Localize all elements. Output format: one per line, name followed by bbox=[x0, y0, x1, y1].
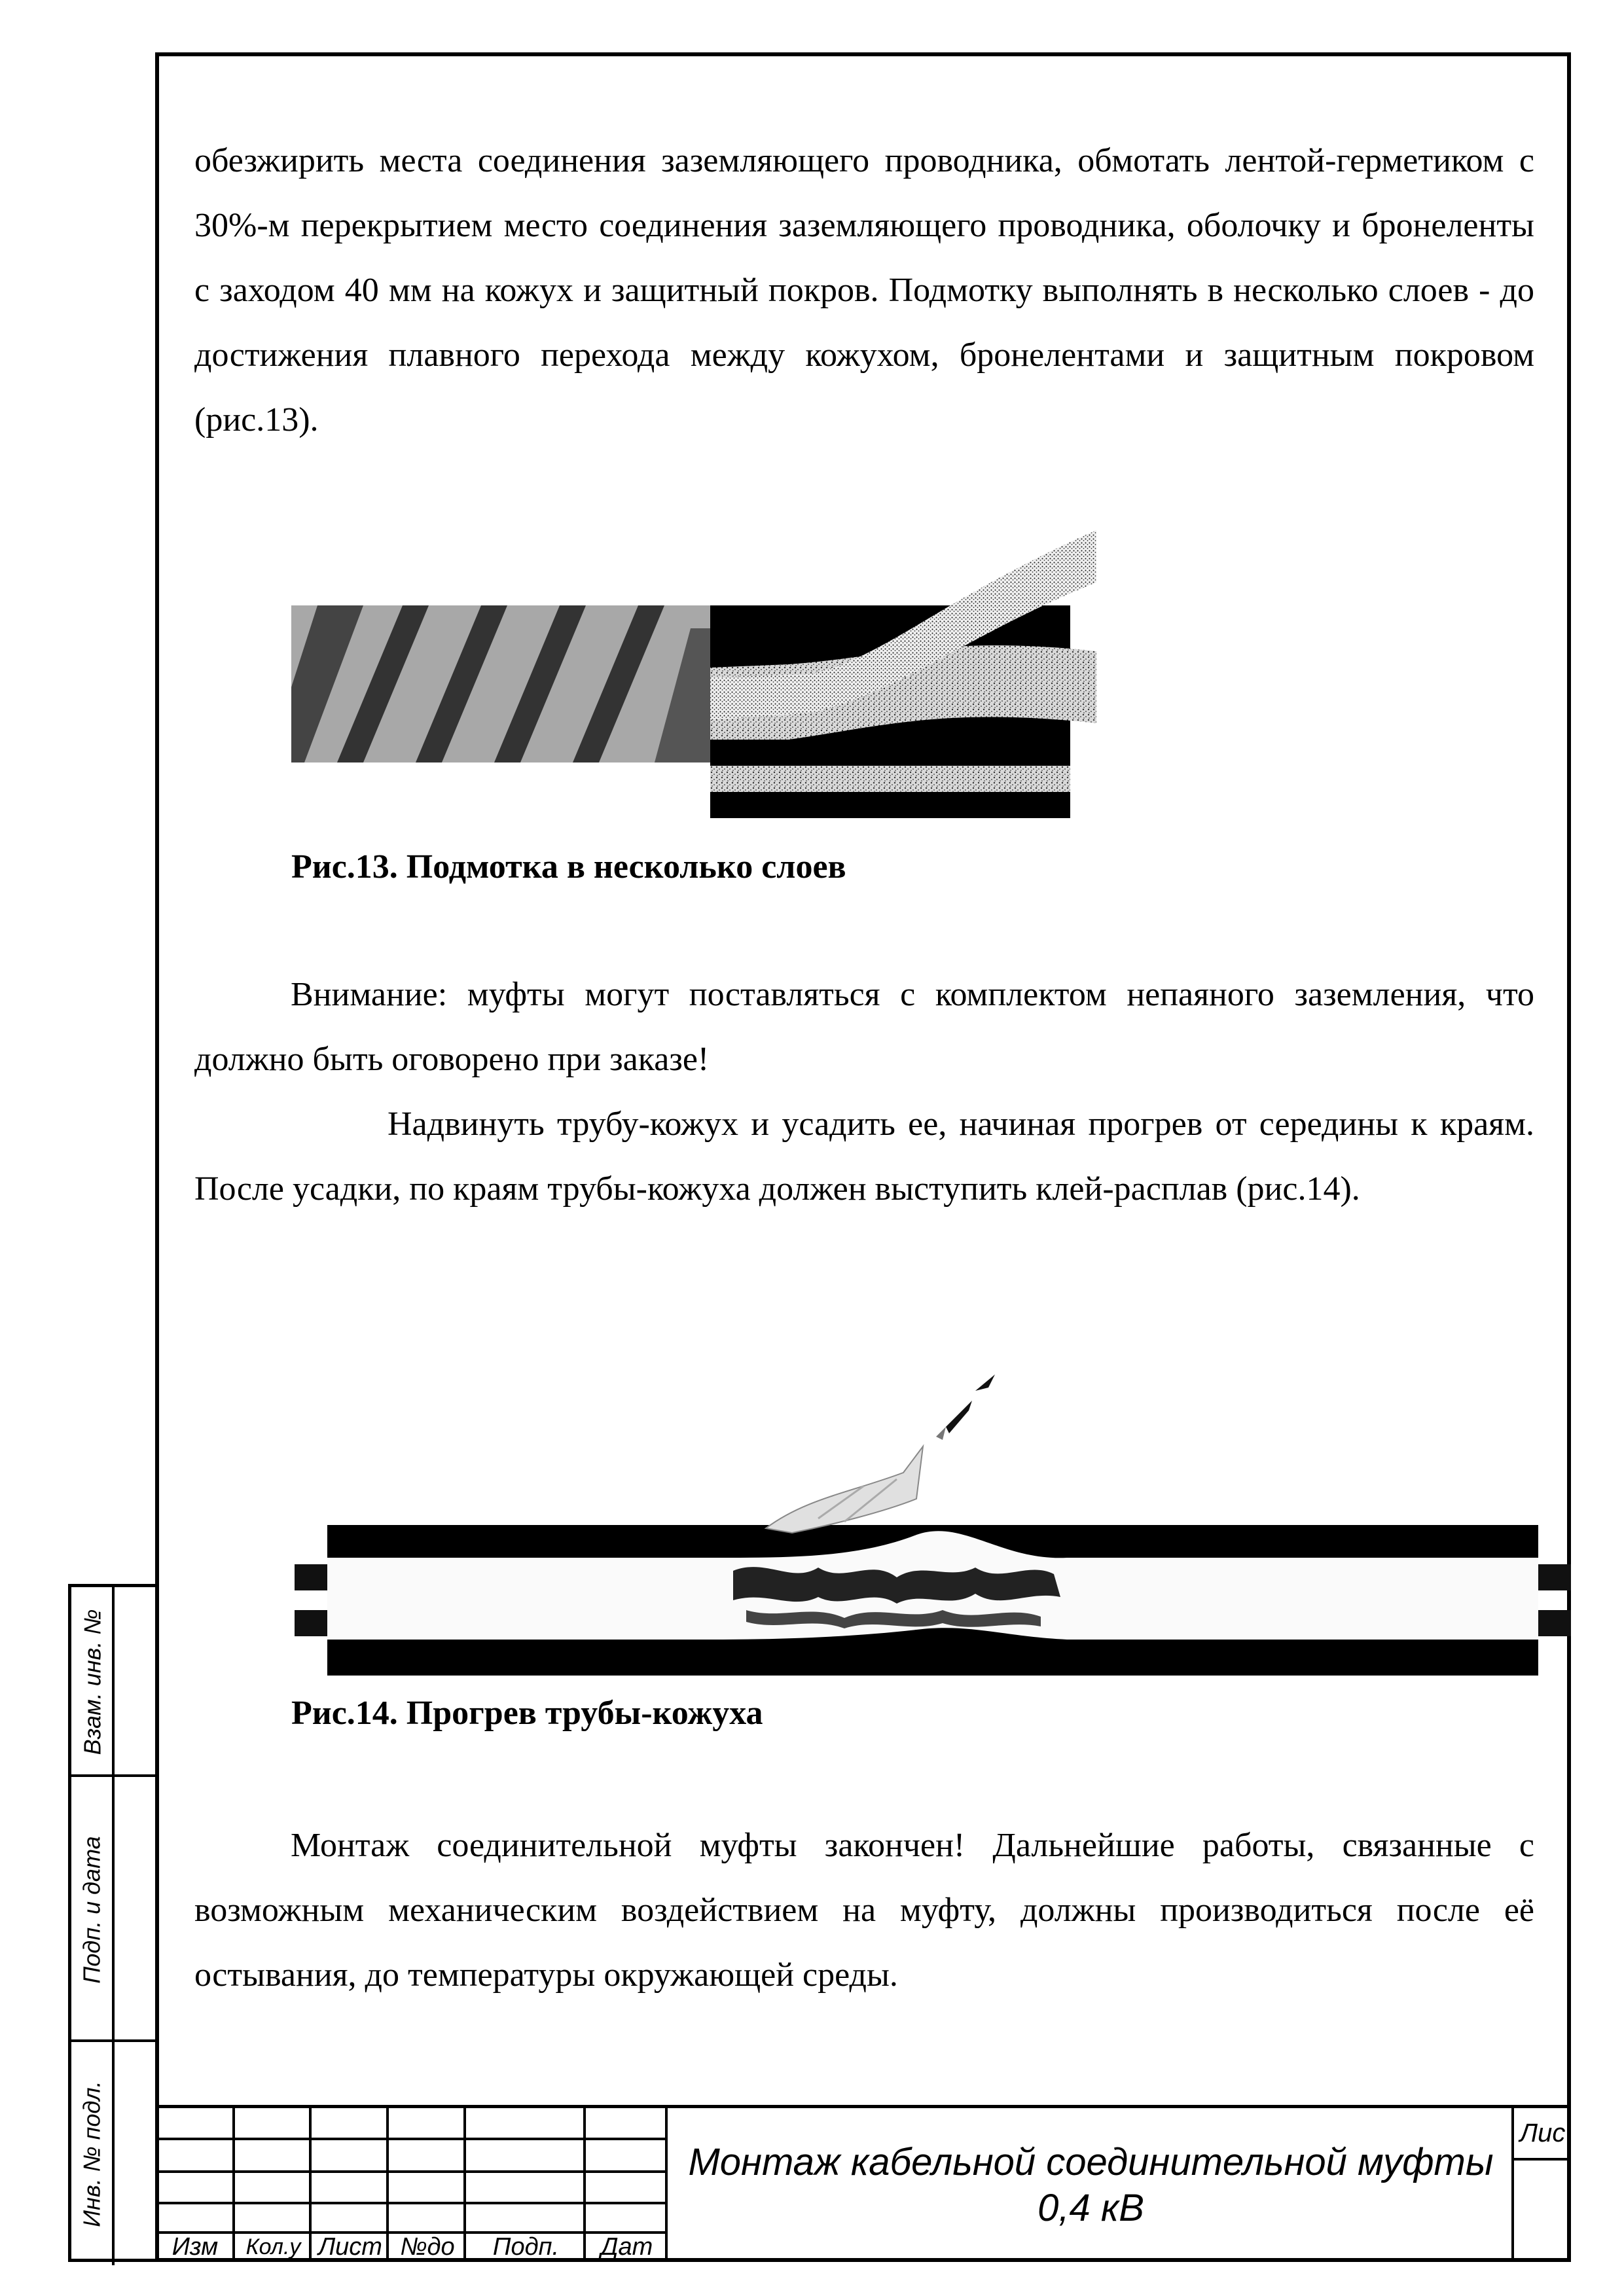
figure-13-caption: Рис.13. Подмотка в несколько слоев bbox=[291, 848, 846, 886]
document-title bbox=[670, 2108, 1514, 2262]
column-sheet: Лист bbox=[318, 2233, 382, 2261]
paragraph-2: Внимание: муфты могут поставляться с комплектом непаяного заземления, что должно быть оговорено при заказе! bbox=[194, 976, 1534, 1078]
column-change: Изм bbox=[171, 2233, 219, 2261]
column-date: Дат bbox=[600, 2233, 653, 2261]
document-title-line-1: Монтаж кабельной соединительной муфты bbox=[688, 2140, 1494, 2183]
paragraph-3: Надвинуть трубу-кожух и усадить ее, начиная прогрев от середины к краям. После усадки, по краям трубы-кожуха должен выступить клей-расплав (рис.14). bbox=[194, 1105, 1534, 1208]
document-title-line-2: 0,4 кВ bbox=[1038, 2186, 1144, 2229]
figure-14-heating-image bbox=[295, 1361, 1571, 1676]
title-block bbox=[155, 2105, 1571, 2262]
column-doc-number: №до bbox=[400, 2233, 455, 2261]
figure-14-caption: Рис.14. Прогрев трубы-кожуха bbox=[291, 1695, 763, 1732]
side-label-replaced-inv: Взам. инв. № bbox=[79, 1609, 106, 1755]
column-signature: Подп. bbox=[492, 2233, 560, 2261]
side-label-original-inv: Инв. № подл. bbox=[79, 2080, 106, 2227]
column-count: Кол.у bbox=[245, 2234, 301, 2259]
revision-table bbox=[155, 2108, 668, 2262]
side-label-sign-date: Подп. и дата bbox=[79, 1835, 105, 1984]
paragraph-4: Монтаж соединительной муфты закончен! Дальнейшие работы, связанные с возможным механическим воздействием на муфту, должны производиться после её остывания, до температуры окружающей среды. bbox=[194, 1827, 1534, 1994]
side-strip bbox=[68, 1584, 155, 2262]
sheet-label: Лис bbox=[1514, 2108, 1571, 2161]
paragraph-1: обезжирить места соединения заземляющего проводника, обмотать лентой-герметиком с 30%-м перекрытием место соединения заземляющего проводника, оболочку и бронеленты с заходом 40 мм на кожух и защитный покров. Подмотку выполнять в несколько слоев - до достижения плавного перехода между кожухом, бронелентами и защитным покровом (рис.13). bbox=[194, 142, 1534, 439]
figure-13-wrapping-image bbox=[291, 530, 1096, 818]
